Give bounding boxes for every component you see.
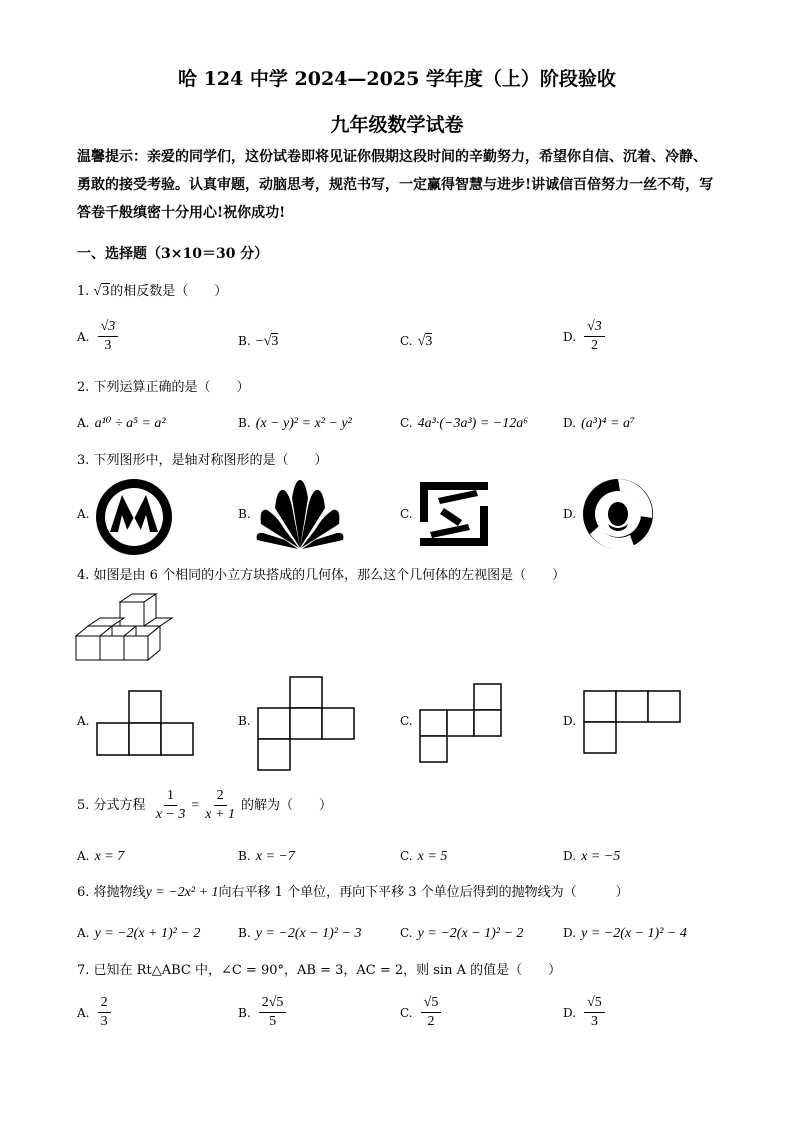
question-number: 2. (77, 380, 90, 395)
option-label: A. (77, 330, 90, 344)
equals-sign: = (191, 798, 200, 813)
option-text: (x − y)² = x² − y² (255, 416, 352, 431)
option-text: x = −7 (255, 849, 295, 864)
q7-option-a[interactable]: A. $\frac{2}{3}$ (77, 994, 114, 1031)
q2-option-c[interactable] (400, 412, 528, 432)
question-stem: 的相反数是（ ） (110, 284, 228, 299)
q4-option-b-label[interactable]: B. (238, 714, 251, 728)
q3-option-c-label[interactable]: C. (400, 507, 413, 521)
question-number: 7. (77, 963, 90, 978)
exam-subtitle: 九年级数学试卷 (330, 114, 464, 136)
question-stem-pre: 将抛物线 (93, 885, 146, 900)
q3-option-d-label[interactable]: D. (563, 507, 577, 521)
q7-option-c[interactable]: C. $\frac{√5}{2}$ (400, 994, 444, 1031)
option-label: D. (563, 849, 577, 863)
q5-option-c[interactable] (400, 845, 447, 865)
section-heading: 一、选择题（3×10＝30 分） (77, 246, 269, 262)
question-stem-pre: 分式方程 (93, 798, 146, 813)
q3-logo-d[interactable] (582, 478, 654, 550)
option-text: 4a³·(−3a³) = −12a⁶ (417, 416, 529, 431)
q4-option-d-label[interactable]: D. (563, 714, 577, 728)
option-label: A. (77, 926, 90, 940)
option-label: B. (238, 926, 251, 940)
option-label: C. (400, 926, 413, 940)
question-2 (77, 376, 250, 395)
q1-option-a[interactable]: A. $\frac{√3}{3}$ (77, 318, 121, 355)
option-label: C. (400, 1006, 413, 1020)
question-number: 6. (77, 885, 90, 900)
question-stem-post: 向右平移 1 个单位，再向下平移 3 个单位后得到的抛物线为（ ） (218, 885, 629, 900)
q5-option-d[interactable] (563, 845, 620, 865)
question-stem: 如图是由 6 个相同的小立方块搭成的几何体，那么这个几何体的左视图是（ ） (93, 568, 566, 583)
option-label: B. (238, 849, 251, 863)
fraction-right: $\frac{2}{x + 1}$ (205, 788, 235, 822)
option-text: (a³)⁴ = a⁷ (581, 416, 635, 431)
option-text: y = −2(x − 1)² − 4 (581, 926, 687, 941)
question-1 (77, 280, 227, 300)
question-stem: 下列运算正确的是（ ） (93, 380, 250, 395)
q4-option-b-view[interactable] (257, 676, 355, 772)
q4-option-c-label[interactable]: C. (400, 714, 413, 728)
option-label: C. (400, 416, 413, 430)
q3-option-b-label[interactable]: B. (238, 507, 251, 521)
question-6 (77, 881, 629, 901)
question-stem: 下列图形中，是轴对称图形的是（ ） (93, 453, 328, 468)
question-stem-post: 的解为（ ） (240, 798, 332, 813)
function-expression: y = −2x² + 1 (145, 885, 219, 900)
q3-logo-c[interactable] (418, 480, 490, 548)
option-label: C. (400, 334, 413, 348)
option-label: B. (238, 334, 251, 348)
q4-solid-figure (74, 592, 178, 664)
question-4 (77, 564, 565, 583)
fraction-left: $\frac{1}{x - 3}$ (155, 788, 186, 822)
q5-option-a[interactable] (77, 845, 124, 865)
q7-option-b[interactable]: B. $\frac{2√5}{5}$ (238, 994, 289, 1031)
q6-option-b[interactable] (238, 922, 361, 942)
question-number: 4. (77, 568, 90, 583)
q6-option-a[interactable] (77, 922, 200, 942)
question-stem: 已知在 Rt△ABC 中，∠C = 90°，AB = 3，AC = 2，则 sin A 的值是（ ） (93, 963, 562, 978)
option-label: C. (400, 849, 413, 863)
option-label: D. (563, 416, 577, 430)
q1-option-c[interactable]: C. √3 (400, 334, 433, 349)
q2-option-d[interactable] (563, 412, 635, 432)
sqrt-expression: √3 (93, 284, 110, 299)
option-text: y = −2(x − 1)² − 2 (417, 926, 524, 941)
option-text: x = 5 (417, 849, 448, 864)
q6-option-c[interactable] (400, 922, 523, 942)
question-7 (77, 959, 561, 978)
option-label: B. (238, 416, 251, 430)
option-text: x = −5 (581, 849, 621, 864)
q4-option-a-label[interactable]: A. (77, 714, 90, 728)
q6-option-d[interactable] (563, 922, 687, 942)
q4-option-a-view[interactable] (96, 690, 196, 756)
option-text: y = −2(x − 1)² − 3 (255, 926, 362, 941)
option-label: D. (563, 1006, 577, 1020)
question-number: 5. (77, 798, 90, 813)
option-text: x = 7 (94, 849, 125, 864)
tips-paragraph: 温馨提示：亲爱的同学们，这份试卷即将见证你假期这段时间的辛勤努力，希望你自信、沉着、冷静、勇敢的接受考验。认真审题，动脑思考，规范书写，一定赢得智慧与进步!讲诚信百倍努力一丝不苟，写答卷千般缜密十分用心!祝你成功! (77, 149, 714, 221)
question-number: 1. (77, 284, 90, 299)
q1-option-d[interactable]: D. $\frac{√3}{2}$ (563, 318, 608, 355)
option-label: D. (563, 330, 577, 344)
q2-option-a[interactable] (77, 412, 166, 432)
option-label: B. (238, 1006, 251, 1020)
q3-option-a-label[interactable]: A. (77, 507, 90, 521)
q2-option-b[interactable] (238, 412, 352, 432)
q1-option-b[interactable]: B. −√3 (238, 334, 279, 349)
q5-option-b[interactable] (238, 845, 295, 865)
question-3 (77, 449, 328, 468)
option-text: y = −2(x + 1)² − 2 (94, 926, 201, 941)
q3-logo-a[interactable] (94, 477, 174, 557)
q3-logo-b[interactable] (255, 478, 345, 550)
option-text: a¹⁰ ÷ a⁵ = a² (94, 416, 166, 431)
question-number: 3. (77, 453, 90, 468)
question-5 (77, 787, 332, 824)
option-label: A. (77, 416, 90, 430)
option-label: A. (77, 1006, 90, 1020)
exam-title: 哈 124 中学 2024—2025 学年度（上）阶段验收 (178, 68, 616, 90)
q4-option-d-view[interactable] (583, 690, 683, 756)
q7-option-d[interactable]: D. $\frac{√5}{3}$ (563, 994, 608, 1031)
option-label: A. (77, 849, 90, 863)
option-label: D. (563, 926, 577, 940)
q4-option-c-view[interactable] (419, 683, 503, 763)
